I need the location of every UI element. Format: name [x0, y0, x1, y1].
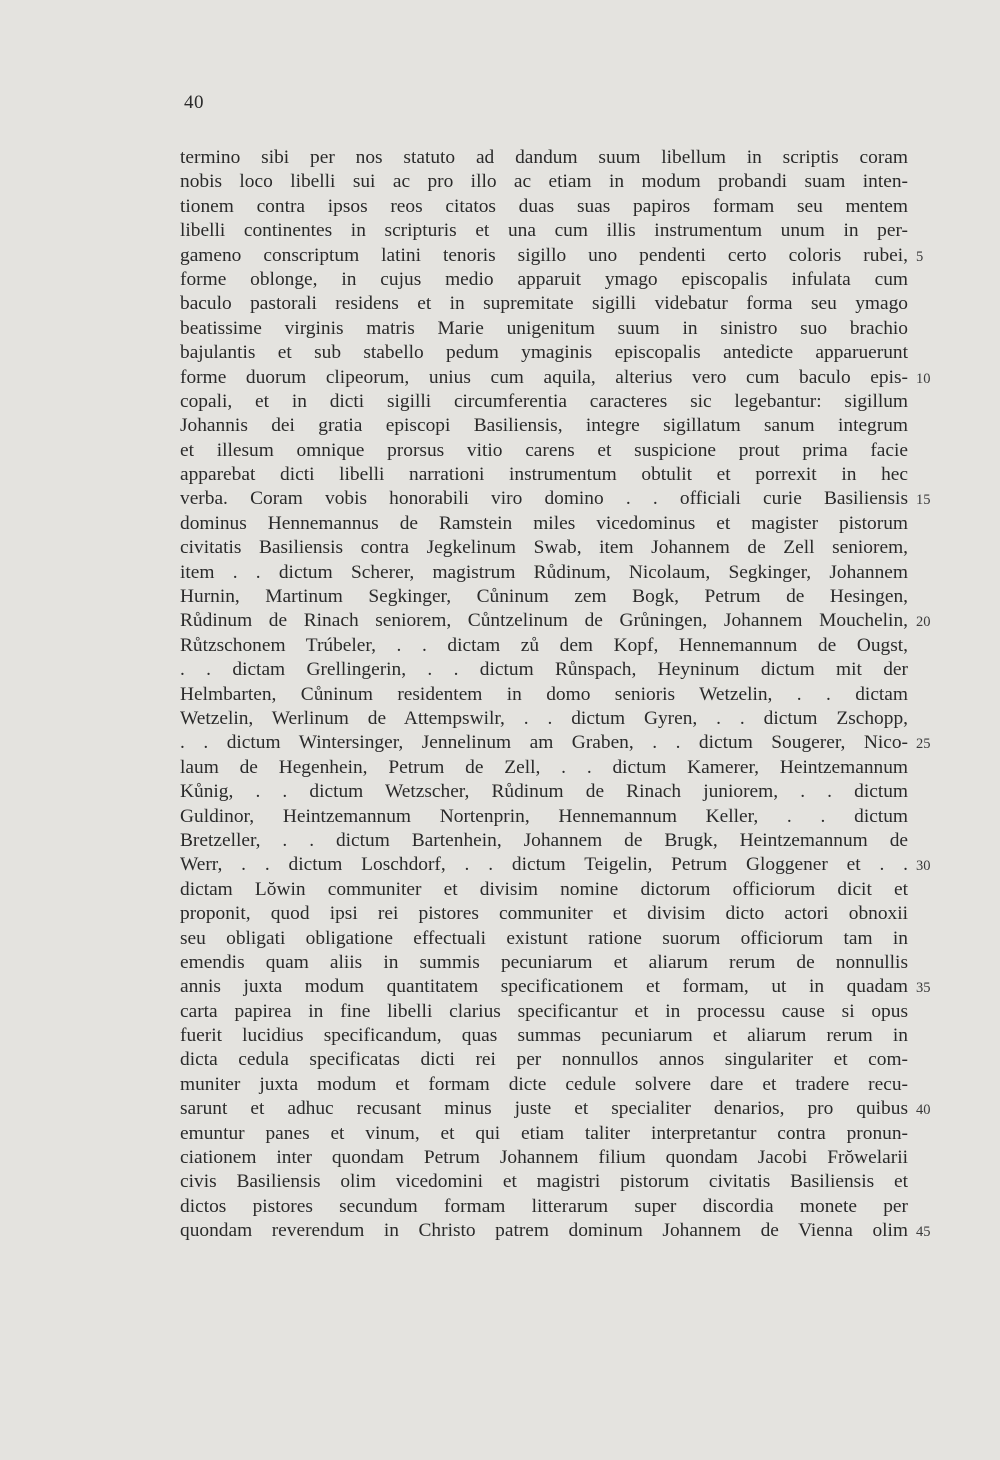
line-text: gameno conscriptum latini tenoris sigillo uno pendenti certo coloris rubei, — [180, 244, 908, 266]
text-line — [180, 439, 908, 463]
line-text: civitatis Basiliensis contra Jegkelinum Swab, item Johannem de Zell seniorem, — [180, 537, 908, 559]
text-line — [180, 1000, 908, 1024]
text-line — [180, 219, 908, 243]
line-number: 25 — [916, 736, 931, 753]
line-text: baculo pastorali residens et in supremitate sigilli videbatur forma seu ymago — [180, 293, 908, 315]
line-text: et illesum omnique prorsus vitio carens et suspicione prout prima facie — [180, 439, 908, 461]
text-line — [180, 244, 924, 268]
page-number: 40 — [184, 92, 204, 113]
line-number: 45 — [916, 1224, 931, 1241]
text-line — [180, 585, 908, 609]
line-text: annis juxta modum quantitatem specificationem et formam, ut in quadam — [180, 976, 908, 998]
line-text: emendis quam aliis in summis pecuniarum et aliarum rerum de nonnullis — [180, 951, 908, 973]
text-line — [180, 634, 908, 658]
text-line — [180, 658, 908, 682]
text-line — [180, 512, 908, 536]
text-line — [180, 1219, 931, 1243]
line-text: item . . dictum Scherer, magistrum Růdinum, Nicolaum, Segkinger, Johannem — [180, 561, 908, 583]
line-text: quondam reverendum in Christo patrem dominum Johannem de Vienna olim — [180, 1220, 908, 1242]
text-line — [180, 341, 908, 365]
text-line — [180, 317, 908, 341]
line-number: 35 — [916, 980, 931, 997]
text-line — [180, 975, 931, 999]
line-text: fuerit lucidius specificandum, quas summas pecuniarum et aliarum rerum in — [180, 1025, 908, 1047]
text-line — [180, 780, 908, 804]
line-text: forme oblonge, in cujus medio apparuit ymago episcopalis infulata cum — [180, 268, 908, 290]
line-text: Hurnin, Martinum Segkinger, Cůninum zem Bogk, Petrum de Hesingen, — [180, 586, 908, 608]
line-text: dictos pistores secundum formam litterarum super discordia monete per — [180, 1195, 908, 1217]
line-text: Helmbarten, Cůninum residentem in domo senioris Wetzelin, . . dictam — [180, 683, 908, 705]
line-text: apparebat dicti libelli narrationi instrumentum obtulit et porrexit in hec — [180, 464, 908, 486]
text-line — [180, 853, 931, 877]
line-text: muniter juxta modum et formam dicte cedule solvere dare et tradere recu- — [180, 1073, 908, 1095]
text-line — [180, 683, 908, 707]
text-line — [180, 1048, 908, 1072]
body-text — [180, 146, 931, 1244]
text-line — [180, 1146, 908, 1170]
line-text: dicta cedula specificatas dicti rei per nonnullos annos singulariter et com- — [180, 1049, 908, 1071]
line-text: Kůnig, . . dictum Wetzscher, Růdinum de Rinach juniorem, . . dictum — [180, 781, 908, 803]
line-text: seu obligati obligatione effectuali existunt ratione suorum officiorum tam in — [180, 927, 908, 949]
text-line — [180, 878, 908, 902]
text-line — [180, 561, 908, 585]
text-line — [180, 487, 931, 511]
text-line — [180, 1170, 908, 1194]
line-text: forme duorum clipeorum, unius cum aquila, alterius vero cum baculo epis- — [180, 366, 908, 388]
text-line — [180, 414, 908, 438]
text-line — [180, 707, 908, 731]
text-line — [180, 1195, 908, 1219]
line-text: termino sibi per nos statuto ad dandum suum libellum in scriptis coram — [180, 147, 908, 168]
text-line — [180, 1073, 908, 1097]
line-number: 15 — [916, 492, 931, 509]
line-number: 5 — [916, 248, 924, 265]
text-line — [180, 805, 908, 829]
line-number: 20 — [916, 614, 931, 631]
line-text: Růtzschonem Trúbeler, . . dictam zů dem Kopf, Hennemannum de Ougst, — [180, 634, 908, 656]
line-text: . . dictam Grellingerin, . . dictum Růnspach, Heyninum dictum mit der — [180, 659, 908, 681]
line-number: 40 — [916, 1102, 931, 1119]
text-line — [180, 268, 908, 292]
text-line — [180, 463, 908, 487]
line-text: . . dictum Wintersinger, Jennelinum am Graben, . . dictum Sougerer, Nico- — [180, 732, 908, 754]
line-text: dictam Lŏwin communiter et divisim nomine dictorum officiorum dicit et — [180, 878, 908, 900]
line-text: Wetzelin, Werlinum de Attempswilr, . . dictum Gyren, . . dictum Zschopp, — [180, 707, 908, 729]
text-line — [180, 951, 908, 975]
text-line — [180, 756, 908, 780]
line-text: nobis loco libelli sui ac pro illo ac etiam in modum probandi suam inten- — [180, 171, 908, 193]
text-line — [180, 1024, 908, 1048]
text-line — [180, 609, 931, 633]
line-text: Werr, . . dictum Loschdorf, . . dictum Teigelin, Petrum Gloggener et . . — [180, 854, 908, 876]
line-text: Bretzeller, . . dictum Bartenhein, Johannem de Brugk, Heintzemannum de — [180, 829, 908, 851]
line-text: dominus Hennemannus de Ramstein miles vicedominus et magister pistorum — [180, 512, 908, 534]
line-text: proponit, quod ipsi rei pistores communiter et divisim dicto actori obnoxii — [180, 903, 908, 925]
text-line — [180, 292, 908, 316]
text-line — [180, 1122, 908, 1146]
line-text: sarunt et adhuc recusant minus juste et specialiter denarios, pro quibus — [180, 1098, 908, 1120]
line-text: copali, et in dicti sigilli circumferentia caracteres sic legebantur: sigillum — [180, 390, 908, 412]
line-text: beatissime virginis matris Marie unigenitum suum in sinistro suo brachio — [180, 317, 908, 339]
text-line — [180, 146, 908, 170]
line-text: laum de Hegenhein, Petrum de Zell, . . dictum Kamerer, Heintzemannum — [180, 756, 908, 778]
line-text: Guldinor, Heintzemannum Nortenprin, Hennemannum Keller, . . dictum — [180, 805, 908, 827]
line-text: emuntur panes et vinum, et qui etiam taliter interpretantur contra pronun- — [180, 1122, 908, 1144]
text-line — [180, 390, 908, 414]
text-line — [180, 170, 908, 194]
line-text: ciationem inter quondam Petrum Johannem filium quondam Jacobi Frŏwelarii — [180, 1147, 908, 1169]
line-text: libelli continentes in scripturis et una cum illis instrumentum unum in per- — [180, 220, 908, 242]
text-line — [180, 366, 931, 390]
line-text: Johannis dei gratia episcopi Basiliensis, integre sigillatum sanum integrum — [180, 415, 908, 437]
text-line — [180, 927, 908, 951]
text-line — [180, 1097, 931, 1121]
text-line — [180, 536, 908, 560]
line-text: verba. Coram vobis honorabili viro domino . . officiali curie Basiliensis — [180, 488, 908, 510]
line-number: 10 — [916, 370, 931, 387]
line-number: 30 — [916, 858, 931, 875]
text-line — [180, 731, 931, 755]
line-text: Růdinum de Rinach seniorem, Cůntzelinum de Grůningen, Johannem Mouchelin, — [180, 610, 908, 632]
line-text: bajulantis et sub stabello pedum ymaginis episcopalis antedicte apparuerunt — [180, 342, 908, 364]
line-text: civis Basiliensis olim vicedomini et magistri pistorum civitatis Basiliensis et — [180, 1171, 908, 1193]
line-text: tionem contra ipsos reos citatos duas suas papiros formam seu mentem — [180, 195, 908, 217]
text-line — [180, 902, 908, 926]
text-line — [180, 829, 908, 853]
text-line — [180, 195, 908, 219]
line-text: carta papirea in fine libelli clarius specificantur et in processu cause si opus — [180, 1000, 908, 1022]
